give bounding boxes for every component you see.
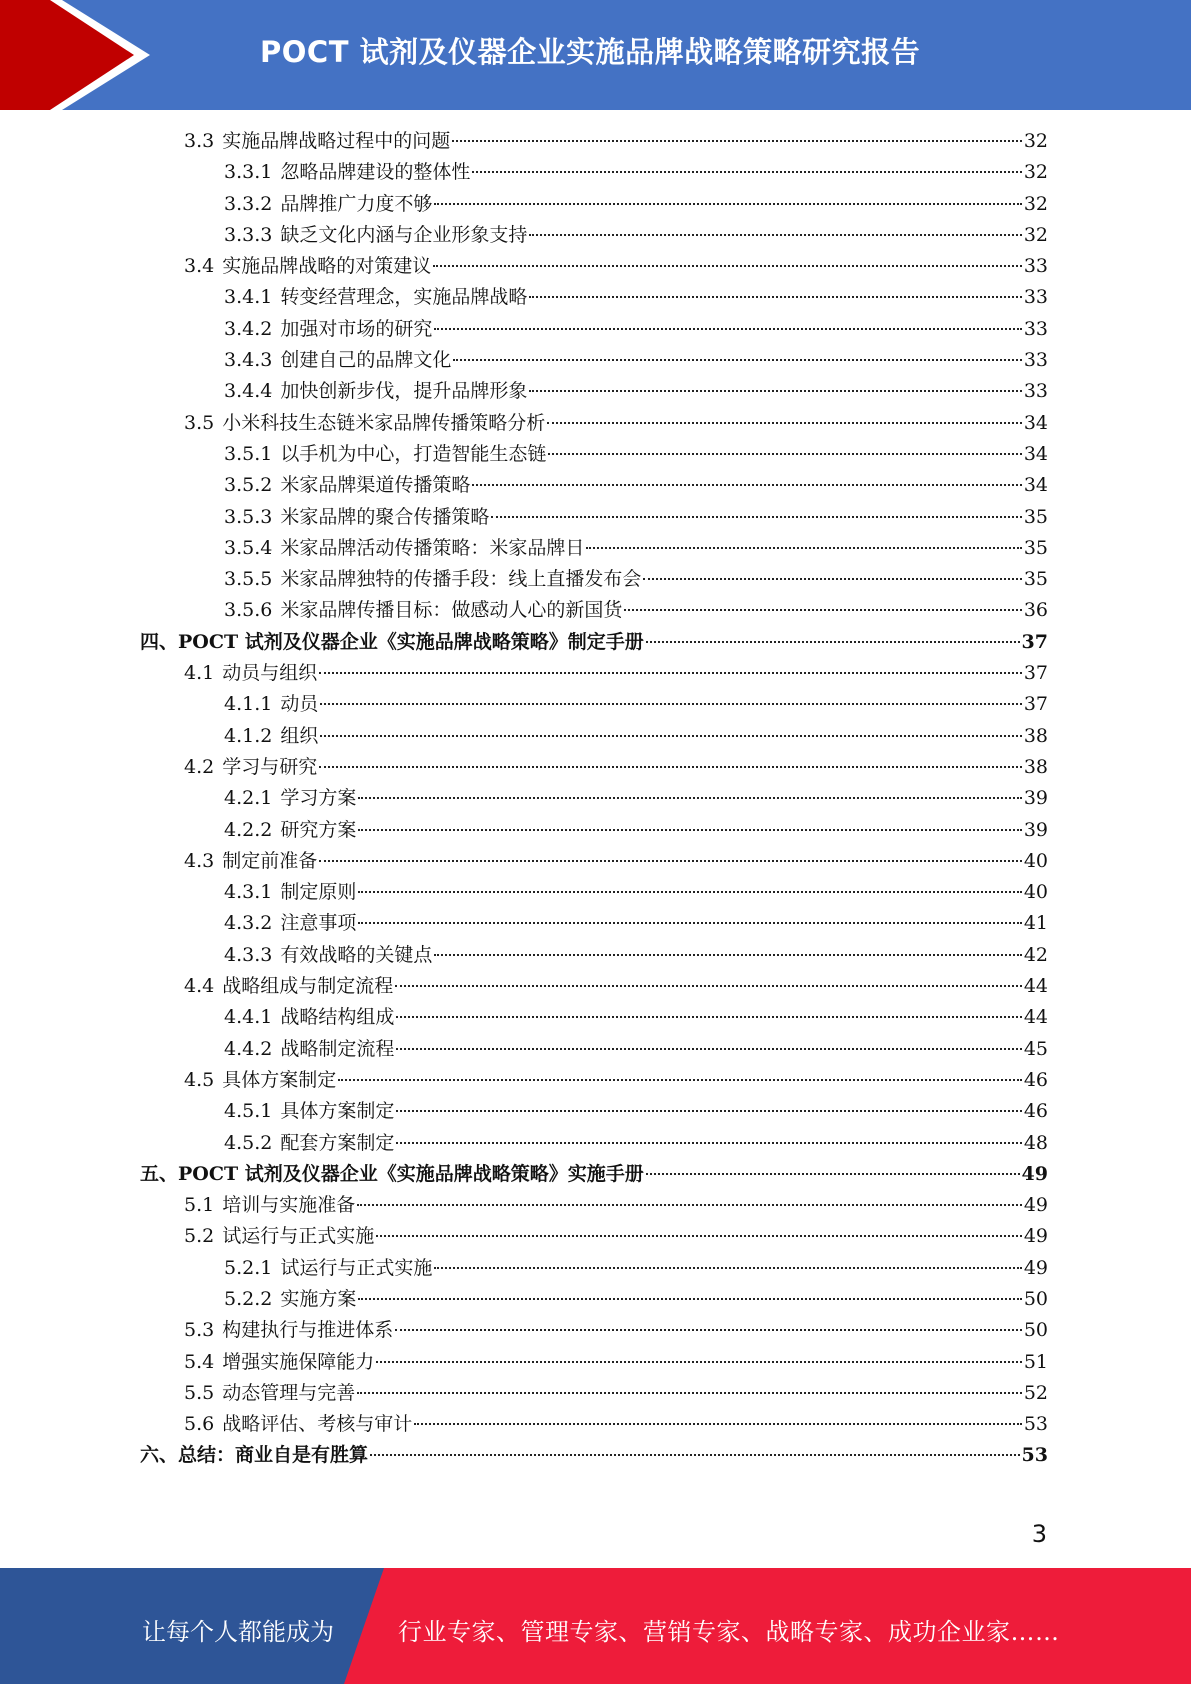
toc-entry-title: 加快创新步伐，提升品牌形象 [280, 380, 528, 403]
toc-entry-number: 4.5 [184, 1068, 215, 1091]
toc-entry-title: 学习与研究 [222, 755, 318, 778]
toc-entry[interactable] [140, 345, 1048, 376]
toc-dot-leader [434, 203, 1021, 205]
toc-dot-leader [320, 735, 1021, 737]
toc-entry-page: 40 [1023, 881, 1048, 904]
toc-entry-page: 33 [1023, 255, 1048, 278]
toc-entry-title: 小米科技生态链米家品牌传播策略分析 [222, 411, 546, 434]
toc-entry[interactable] [140, 721, 1048, 752]
page-footer [0, 1568, 1191, 1684]
toc-dot-leader [434, 328, 1021, 330]
toc-entry-title: 动态管理与完善 [222, 1381, 356, 1404]
table-of-contents [140, 126, 1048, 1472]
toc-dot-leader [395, 1329, 1022, 1331]
toc-entry[interactable] [140, 126, 1048, 157]
toc-entry-page: 53 [1021, 1444, 1048, 1467]
toc-entry-number: 4.4 [184, 975, 215, 998]
toc-dot-leader [452, 140, 1022, 142]
toc-entry[interactable] [140, 1096, 1048, 1127]
toc-entry-title: 加强对市场的研究 [280, 317, 433, 340]
toc-dot-leader [472, 484, 1021, 486]
toc-dot-leader [358, 797, 1021, 799]
toc-entry-page: 33 [1023, 286, 1048, 309]
toc-dot-leader [434, 954, 1021, 956]
toc-entry-page: 49 [1023, 1194, 1048, 1217]
toc-entry-page: 49 [1023, 1225, 1048, 1248]
toc-entry-page: 35 [1023, 505, 1048, 528]
toc-entry-page: 32 [1023, 223, 1048, 246]
toc-entry-page: 46 [1023, 1100, 1048, 1123]
toc-entry-title: 构建执行与推进体系 [222, 1319, 394, 1342]
toc-dot-leader [320, 703, 1021, 705]
toc-entry-number: 3.5.3 [224, 505, 273, 528]
toc-entry[interactable] [140, 502, 1048, 533]
toc-entry-number: 4.3 [184, 849, 215, 872]
toc-entry-page: 39 [1023, 818, 1048, 841]
toc-entry-number: 3.5.5 [224, 568, 273, 591]
toc-entry-number: 4.3.1 [224, 881, 273, 904]
toc-entry-title: 注意事项 [280, 912, 357, 935]
toc-entry-number: 3.3 [184, 130, 215, 152]
toc-entry-title: 配套方案制定 [280, 1131, 395, 1154]
toc-entry-title: 学习方案 [280, 787, 357, 810]
toc-entry-number: 4.5.1 [224, 1100, 273, 1123]
toc-entry-title: 有效战略的关键点 [280, 943, 433, 966]
toc-entry-title: 制定原则 [280, 881, 357, 904]
toc-entry-page: 50 [1023, 1319, 1048, 1342]
toc-entry-number: 5.5 [184, 1381, 215, 1404]
toc-entry-page: 37 [1023, 693, 1048, 716]
toc-entry[interactable] [140, 1128, 1048, 1159]
toc-entry-page: 50 [1023, 1287, 1048, 1310]
toc-dot-leader [529, 234, 1021, 236]
toc-dot-leader [395, 985, 1022, 987]
toc-entry[interactable] [140, 783, 1048, 814]
toc-entry-number: 5.2.2 [224, 1287, 273, 1310]
toc-entry-title: 试运行与正式实施 [280, 1256, 433, 1279]
toc-dot-leader [358, 829, 1021, 831]
toc-entry-title: 实施方案 [280, 1287, 357, 1310]
toc-entry-title: 米家品牌活动传播策略：米家品牌日 [280, 536, 585, 559]
toc-entry[interactable] [140, 470, 1048, 501]
toc-entry-page: 40 [1023, 849, 1048, 872]
toc-entry-number: 5.6 [184, 1413, 215, 1436]
toc-entry[interactable] [140, 564, 1048, 595]
toc-dot-leader [319, 672, 1022, 674]
toc-entry[interactable] [140, 815, 1048, 846]
toc-dot-leader [376, 1361, 1022, 1363]
toc-entry-page: 36 [1023, 599, 1048, 622]
toc-dot-leader [472, 171, 1021, 173]
toc-entry[interactable] [140, 1315, 1048, 1346]
toc-entry-title: 具体方案制定 [280, 1100, 395, 1123]
toc-entry-number: 5.1 [184, 1194, 215, 1217]
toc-entry[interactable] [140, 752, 1048, 783]
toc-entry-title: 六、总结：商业自是有胜算 [140, 1444, 369, 1467]
toc-entry-title: 实施品牌战略过程中的问题 [222, 130, 451, 152]
toc-entry-title: 忽略品牌建设的整体性 [280, 161, 471, 184]
toc-entry-title: 转变经营理念，实施品牌战略 [280, 286, 528, 309]
toc-entry-number: 3.3.1 [224, 161, 273, 184]
toc-dot-leader [396, 1048, 1021, 1050]
footer-slogan-right: 行业专家、管理专家、营销专家、战略专家、成功企业家…… [398, 1618, 1060, 1646]
toc-entry-number: 4.5.2 [224, 1131, 273, 1154]
toc-entry-title: 战略制定流程 [280, 1037, 395, 1060]
document-title: POCT 试剂及仪器企业实施品牌战略策略研究报告 [260, 35, 921, 69]
toc-entry-title: 组织 [280, 724, 319, 747]
toc-dot-leader [414, 1423, 1022, 1425]
toc-entry-number: 3.3.3 [224, 223, 273, 246]
toc-entry-page: 35 [1023, 536, 1048, 559]
toc-entry-page: 32 [1023, 130, 1048, 152]
toc-dot-leader [586, 547, 1021, 549]
toc-entry[interactable] [140, 1221, 1048, 1252]
toc-entry-title: 品牌推广力度不够 [280, 192, 433, 215]
toc-entry-number: 5.2.1 [224, 1256, 273, 1279]
toc-dot-leader [646, 1173, 1020, 1175]
toc-entry-number: 3.5.6 [224, 599, 273, 622]
toc-entry[interactable] [140, 408, 1048, 439]
toc-entry-number: 4.3.3 [224, 943, 273, 966]
toc-entry-title: 战略结构组成 [280, 1006, 395, 1029]
toc-entry-title: 米家品牌的聚合传播策略 [280, 505, 490, 528]
toc-entry-title: 创建自己的品牌文化 [280, 349, 452, 372]
toc-entry-page: 37 [1021, 630, 1048, 653]
toc-entry[interactable] [140, 1034, 1048, 1065]
toc-entry-number: 3.4.1 [224, 286, 273, 309]
toc-dot-leader [529, 390, 1021, 392]
toc-entry[interactable] [140, 908, 1048, 939]
toc-dot-leader [434, 1267, 1021, 1269]
toc-entry[interactable] [140, 846, 1048, 877]
toc-entry-number: 3.5.2 [224, 474, 273, 497]
toc-entry[interactable] [140, 877, 1048, 908]
toc-entry-page: 49 [1023, 1256, 1048, 1279]
toc-entry[interactable] [140, 157, 1048, 188]
toc-entry-page: 53 [1023, 1413, 1048, 1436]
toc-entry-title: 增强实施保障能力 [222, 1350, 375, 1373]
toc-entry-page: 52 [1023, 1381, 1048, 1404]
toc-entry[interactable] [140, 627, 1048, 658]
toc-dot-leader [319, 860, 1022, 862]
toc-entry-page: 38 [1023, 724, 1048, 747]
toc-entry-page: 34 [1023, 411, 1048, 434]
toc-entry[interactable] [140, 1002, 1048, 1033]
toc-entry-number: 5.3 [184, 1319, 215, 1342]
toc-entry[interactable] [140, 282, 1048, 313]
toc-entry-number: 4.4.2 [224, 1037, 273, 1060]
toc-dot-leader [547, 422, 1022, 424]
toc-dot-leader [370, 1454, 1020, 1456]
header-arrow-decoration [0, 0, 160, 110]
toc-dot-leader [396, 1142, 1021, 1144]
toc-entry-page: 35 [1023, 568, 1048, 591]
toc-entry[interactable] [140, 314, 1048, 345]
toc-entry-page: 39 [1023, 787, 1048, 810]
toc-dot-leader [357, 1392, 1022, 1394]
toc-entry[interactable] [140, 940, 1048, 971]
toc-entry-number: 4.4.1 [224, 1006, 273, 1029]
toc-entry-title: 实施品牌战略的对策建议 [222, 255, 432, 278]
toc-entry-title: 战略组成与制定流程 [222, 975, 394, 998]
toc-entry-number: 4.1.2 [224, 724, 273, 747]
toc-entry-number: 3.4.2 [224, 317, 273, 340]
toc-entry-page: 38 [1023, 755, 1048, 778]
toc-dot-leader [491, 516, 1021, 518]
toc-entry-number: 3.5.4 [224, 536, 273, 559]
toc-entry-page: 33 [1023, 317, 1048, 340]
toc-entry-title: 具体方案制定 [222, 1068, 337, 1091]
toc-entry-number: 3.3.2 [224, 192, 273, 215]
toc-entry[interactable] [140, 439, 1048, 470]
toc-dot-leader [643, 578, 1021, 580]
toc-entry-page: 33 [1023, 380, 1048, 403]
toc-entry[interactable] [140, 1190, 1048, 1221]
toc-dot-leader [646, 641, 1020, 643]
toc-entry-number: 4.1.1 [224, 693, 273, 716]
toc-entry-title: 米家品牌独特的传播手段：线上直播发布会 [280, 568, 642, 591]
toc-entry-page: 44 [1023, 975, 1048, 998]
toc-entry[interactable] [140, 1347, 1048, 1378]
toc-entry-page: 51 [1023, 1350, 1048, 1373]
toc-entry[interactable] [140, 595, 1048, 626]
toc-entry[interactable] [140, 971, 1048, 1002]
toc-dot-leader [376, 1235, 1022, 1237]
page-header [0, 0, 1191, 110]
toc-dot-leader [396, 1110, 1021, 1112]
toc-entry-title: 缺乏文化内涵与企业形象支持 [280, 223, 528, 246]
toc-entry-title: 制定前准备 [222, 849, 318, 872]
toc-entry-number: 5.2 [184, 1225, 215, 1248]
toc-entry[interactable] [140, 1284, 1048, 1315]
toc-entry-page: 44 [1023, 1006, 1048, 1029]
toc-entry-number: 3.4 [184, 255, 215, 278]
toc-entry-page: 42 [1023, 943, 1048, 966]
toc-entry-title: 试运行与正式实施 [222, 1225, 375, 1248]
toc-entry-number: 4.3.2 [224, 912, 273, 935]
toc-entry-number: 4.2.2 [224, 818, 273, 841]
toc-dot-leader [453, 359, 1021, 361]
toc-entry-title: 五、POCT 试剂及仪器企业《实施品牌战略策略》实施手册 [140, 1162, 644, 1185]
toc-entry-page: 34 [1023, 474, 1048, 497]
toc-entry-page: 45 [1023, 1037, 1048, 1060]
toc-dot-leader [548, 453, 1021, 455]
toc-entry[interactable] [140, 376, 1048, 407]
toc-dot-leader [624, 609, 1021, 611]
toc-entry-title: 培训与实施准备 [222, 1194, 356, 1217]
toc-dot-leader [358, 922, 1021, 924]
toc-entry-number: 3.5 [184, 411, 215, 434]
toc-entry-title: 动员与组织 [222, 662, 318, 685]
toc-dot-leader [396, 1016, 1021, 1018]
toc-entry-number: 3.5.1 [224, 442, 273, 465]
toc-entry-number: 4.2 [184, 755, 215, 778]
toc-dot-leader [358, 891, 1021, 893]
toc-entry-page: 34 [1023, 442, 1048, 465]
toc-entry[interactable] [140, 189, 1048, 220]
toc-entry-number: 5.4 [184, 1350, 215, 1373]
toc-entry-title: 以手机为中心，打造智能生态链 [280, 442, 547, 465]
toc-entry-title: 米家品牌渠道传播策略 [280, 474, 471, 497]
toc-entry-page: 41 [1023, 912, 1048, 935]
toc-entry[interactable] [140, 1440, 1048, 1471]
toc-entry-page: 48 [1023, 1131, 1048, 1154]
toc-entry-number: 3.4.3 [224, 349, 273, 372]
toc-entry[interactable] [140, 1409, 1048, 1440]
toc-entry[interactable] [140, 1065, 1048, 1096]
toc-entry-number: 4.2.1 [224, 787, 273, 810]
toc-dot-leader [358, 1298, 1021, 1300]
toc-entry-title: 四、POCT 试剂及仪器企业《实施品牌战略策略》制定手册 [140, 630, 644, 653]
toc-entry-title: 研究方案 [280, 818, 357, 841]
toc-entry-page: 32 [1023, 161, 1048, 184]
toc-entry-title: 米家品牌传播目标：做感动人心的新国货 [280, 599, 623, 622]
page-number: 3 [1031, 1520, 1047, 1548]
toc-dot-leader [529, 296, 1021, 298]
toc-entry[interactable] [140, 533, 1048, 564]
toc-entry-page: 33 [1023, 349, 1048, 372]
toc-entry-page: 49 [1021, 1162, 1048, 1185]
toc-dot-leader [338, 1079, 1022, 1081]
toc-entry[interactable] [140, 689, 1048, 720]
toc-entry-number: 3.4.4 [224, 380, 273, 403]
toc-entry-title: 战略评估、考核与审计 [222, 1413, 413, 1436]
toc-entry-number: 4.1 [184, 662, 215, 685]
footer-slogan-left: 让每个人都能成为 [142, 1618, 334, 1646]
toc-entry[interactable] [140, 251, 1048, 282]
toc-entry-page: 46 [1023, 1068, 1048, 1091]
toc-entry[interactable] [140, 220, 1048, 251]
toc-entry-title: 动员 [280, 693, 319, 716]
toc-entry[interactable] [140, 658, 1048, 689]
toc-entry-page: 37 [1023, 662, 1048, 685]
toc-entry[interactable] [140, 1378, 1048, 1409]
toc-dot-leader [319, 766, 1022, 768]
toc-dot-leader [357, 1204, 1022, 1206]
toc-dot-leader [433, 265, 1022, 267]
toc-entry[interactable] [140, 1159, 1048, 1190]
toc-entry[interactable] [140, 1253, 1048, 1284]
toc-entry-page: 32 [1023, 192, 1048, 215]
